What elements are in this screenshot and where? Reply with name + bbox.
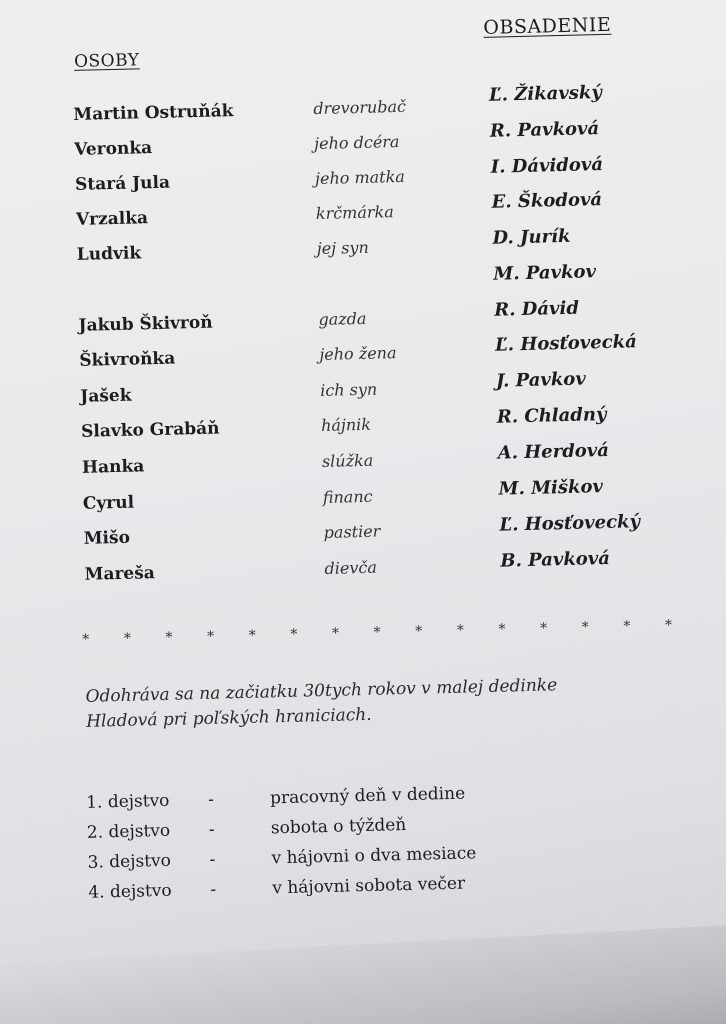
- character-role: hájnik: [320, 414, 372, 435]
- actor-name: M. Pavkov: [493, 261, 597, 285]
- act-number: 2. dejstvo: [86, 820, 171, 843]
- character-role: financ: [322, 486, 373, 507]
- character-name: Ludvik: [76, 243, 142, 265]
- character-row: [1, 343, 397, 375]
- actor-name: A. Herdová: [497, 439, 610, 464]
- separator-star: *: [539, 620, 548, 637]
- separator-star: *: [165, 629, 173, 646]
- separator-star: *: [248, 627, 256, 644]
- separator-star: *: [290, 626, 298, 643]
- act-item: [88, 873, 466, 913]
- act-dash: -: [210, 879, 217, 900]
- persons-heading: OSOBY: [73, 50, 140, 72]
- actor-name: E. Škodová: [491, 189, 603, 213]
- character-name: Stará Jula: [74, 172, 171, 195]
- character-role: ich syn: [319, 379, 378, 400]
- character-name: Veronka: [74, 138, 153, 160]
- actor-name: M. Miškov: [498, 476, 604, 500]
- separator-star: *: [623, 618, 631, 635]
- actor-name: Ľ. Hosťovecký: [499, 511, 641, 536]
- character-name: Škivroňka: [79, 348, 176, 371]
- star-separator: [82, 617, 672, 647]
- character-name: Jašek: [80, 385, 132, 407]
- actor-name: J. Pavkov: [495, 368, 587, 392]
- actor-name: R. Dávid: [494, 297, 580, 321]
- separator-star: *: [82, 631, 90, 648]
- character-role: krčmárka: [315, 202, 394, 224]
- character-row: [5, 486, 373, 518]
- character-row: [3, 414, 372, 446]
- act-dash: -: [209, 849, 216, 870]
- actor-name: R. Chladný: [496, 404, 607, 428]
- actor-name: R. Pavková: [489, 118, 600, 142]
- character-role: drevorubač: [313, 96, 407, 119]
- act-description: sobota o týždeň: [270, 815, 407, 839]
- character-row: [2, 379, 378, 411]
- act-description: v hájovni sobota večer: [272, 873, 466, 899]
- separator-star: *: [373, 624, 381, 641]
- separator-star: *: [664, 617, 673, 634]
- character-role: dievča: [324, 557, 378, 578]
- act-item: [85, 783, 466, 823]
- character-row: [6, 521, 381, 553]
- setting-line: Odohráva sa na začiatku 30tych rokov v malej dedinke: [85, 675, 558, 707]
- character-name: Slavko Grabáň: [80, 418, 220, 442]
- act-number: 1. dejstvo: [85, 790, 170, 813]
- acts-list: [85, 783, 477, 913]
- cast-heading: OBSADENIE: [483, 13, 612, 39]
- setting-note: [85, 670, 686, 735]
- actor-name: Ľ. Hosťovecká: [494, 331, 638, 356]
- character-role: gazda: [318, 308, 367, 330]
- character-role: slúžka: [321, 450, 374, 471]
- actor-name: I. Dávidová: [490, 154, 604, 178]
- character-row: [0, 308, 367, 340]
- setting-line: Hladová pri poľských hraniciach.: [85, 704, 372, 732]
- separator-star: *: [123, 630, 132, 647]
- character-name: Jakub Škivroň: [78, 312, 213, 336]
- character-name: Martin Ostruňák: [73, 101, 234, 125]
- separator-star: *: [206, 628, 215, 645]
- separator-star: *: [581, 619, 589, 636]
- character-name: Mišo: [83, 527, 131, 549]
- character-name: Vrzalka: [75, 208, 149, 230]
- act-description: pracovný deň v dedine: [269, 783, 466, 809]
- actor-name: B. Pavková: [500, 547, 611, 572]
- act-item: [87, 843, 477, 883]
- character-name: Mareša: [84, 563, 156, 585]
- character-row: [4, 450, 374, 482]
- act-dash: -: [207, 789, 215, 810]
- character-role: jeho matka: [314, 166, 406, 189]
- separator-star: *: [456, 622, 465, 639]
- character-role: pastier: [323, 521, 381, 542]
- act-item: [86, 815, 407, 853]
- separator-star: *: [331, 625, 340, 642]
- separator-star: *: [415, 623, 423, 640]
- actor-name: Ľ. Žikavský: [488, 82, 603, 106]
- character-name: Hanka: [81, 456, 145, 478]
- character-role: jej syn: [316, 237, 369, 259]
- act-number: 4. dejstvo: [88, 880, 172, 903]
- act-number: 3. dejstvo: [87, 850, 172, 873]
- character-role: jeho dcéra: [313, 131, 400, 154]
- act-dash: -: [208, 819, 215, 840]
- character-role: jeho žena: [319, 343, 397, 365]
- character-name: Cyrul: [82, 492, 135, 514]
- act-description: v hájovni o dva mesiace: [271, 843, 477, 869]
- separator-star: *: [498, 621, 506, 638]
- actor-name: D. Jurík: [492, 225, 571, 249]
- character-row: [6, 557, 378, 589]
